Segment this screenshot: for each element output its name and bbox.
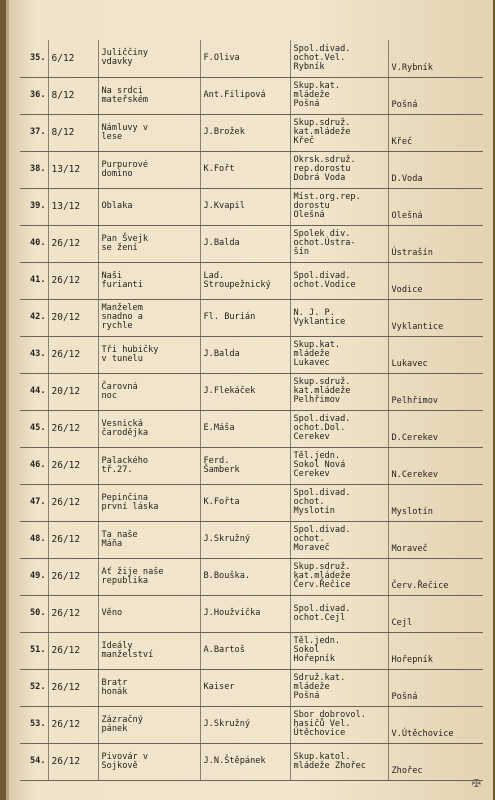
row-number: 48. <box>20 521 48 558</box>
row-place: Pošná <box>388 77 483 114</box>
row-date: 13/12 <box>48 151 98 188</box>
row-author: E.Máša <box>200 410 290 447</box>
row-place: Moraveč <box>388 521 483 558</box>
row-ensemble: Spol.divad. ochot. Moraveč <box>290 521 388 558</box>
row-ensemble: Spolek div. ochot.Ústra- šín <box>290 225 388 262</box>
row-number: 38. <box>20 151 48 188</box>
row-ensemble: Míst.org.rep. dorostu Olešná <box>290 188 388 225</box>
row-play-title: Čarovná noc <box>98 373 200 410</box>
row-date: 26/12 <box>48 632 98 669</box>
table-body <box>20 40 483 780</box>
row-author: J.Balda <box>200 336 290 373</box>
row-number: 46. <box>20 447 48 484</box>
row-ensemble: Těl.jedn. Sokol Nová Cerekev <box>290 447 388 484</box>
row-author: J.N.Štěpánek <box>200 743 290 780</box>
row-ensemble: Skup.sdruž. kat.mládeže Pelhřimov <box>290 373 388 410</box>
row-place: Zhořec <box>388 743 483 780</box>
row-number: 47. <box>20 484 48 521</box>
row-author: J.Brožek <box>200 114 290 151</box>
row-author: J.Skružný <box>200 521 290 558</box>
row-author: J.Kvapil <box>200 188 290 225</box>
row-date: 13/12 <box>48 188 98 225</box>
row-number: 51. <box>20 632 48 669</box>
row-place: Červ.Řečice <box>388 558 483 595</box>
row-place: Ústrašín <box>388 225 483 262</box>
table-row <box>20 447 483 484</box>
row-place: Pošná <box>388 669 483 706</box>
row-number: 44. <box>20 373 48 410</box>
table-row <box>20 558 483 595</box>
row-place: Vodice <box>388 262 483 299</box>
row-play-title: Pivovár v Sojkově <box>98 743 200 780</box>
row-place: Hořepník <box>388 632 483 669</box>
row-play-title: Naši furianti <box>98 262 200 299</box>
row-play-title: Ať žije naše republika <box>98 558 200 595</box>
row-date: 26/12 <box>48 595 98 632</box>
row-ensemble: Spol.divad. ochot.Vel. Rybník <box>290 40 388 77</box>
row-ensemble: Spol.divad. ochot.Dol. Cerekev <box>290 410 388 447</box>
row-number: 53. <box>20 706 48 743</box>
row-number: 54. <box>20 743 48 780</box>
table-row <box>20 40 483 77</box>
row-author: Ant.Filipová <box>200 77 290 114</box>
row-date: 26/12 <box>48 669 98 706</box>
row-number: 50. <box>20 595 48 632</box>
row-date: 26/12 <box>48 447 98 484</box>
row-play-title: Pan Švejk se žení <box>98 225 200 262</box>
table-row <box>20 410 483 447</box>
corner-mark: ✠ <box>471 777 481 790</box>
row-ensemble: Skup.sdruž. kat.mládeže Červ.Řečice <box>290 558 388 595</box>
table-row <box>20 484 483 521</box>
row-author: A.Bartoš <box>200 632 290 669</box>
row-author: J.Skružný <box>200 706 290 743</box>
row-ensemble: Okrsk.sdruž. rep.dorostu Dobrá Voda <box>290 151 388 188</box>
row-author: B.Bouška. <box>200 558 290 595</box>
table-row <box>20 299 483 336</box>
table-row <box>20 77 483 114</box>
row-author: J.Balda <box>200 225 290 262</box>
row-play-title: Palackého tř.27. <box>98 447 200 484</box>
row-number: 49. <box>20 558 48 595</box>
row-author: K.Fořta <box>200 484 290 521</box>
table-row <box>20 262 483 299</box>
row-play-title: Námluvy v lese <box>98 114 200 151</box>
row-ensemble: Skup.kat. mládeže Lukavec <box>290 336 388 373</box>
row-date: 26/12 <box>48 558 98 595</box>
row-date: 20/12 <box>48 373 98 410</box>
row-date: 26/12 <box>48 410 98 447</box>
row-place: Myslotín <box>388 484 483 521</box>
row-date: 26/12 <box>48 706 98 743</box>
row-date: 26/12 <box>48 521 98 558</box>
row-play-title: Ta naše Máňa <box>98 521 200 558</box>
row-play-title: Věno <box>98 595 200 632</box>
table-row <box>20 632 483 669</box>
table-row <box>20 336 483 373</box>
row-place: Pelhřimov <box>388 373 483 410</box>
row-ensemble: Spol.divad. ochot.Cejl <box>290 595 388 632</box>
table-row <box>20 669 483 706</box>
row-author: J.Flekáček <box>200 373 290 410</box>
row-place: V.Útěchovice <box>388 706 483 743</box>
row-play-title: Ideály manželství <box>98 632 200 669</box>
row-place: D.Voda <box>388 151 483 188</box>
page-edge <box>6 0 9 800</box>
row-place: Lukavec <box>388 336 483 373</box>
row-place: Cejl <box>388 595 483 632</box>
row-author: Ferd. Šamberk <box>200 447 290 484</box>
row-author: K.Fořt <box>200 151 290 188</box>
row-place: V.Rybník <box>388 40 483 77</box>
table-row <box>20 151 483 188</box>
row-play-title: Purpurové domino <box>98 151 200 188</box>
row-author: Kaiser <box>200 669 290 706</box>
table-row <box>20 743 483 780</box>
row-play-title: Na srdci mateřském <box>98 77 200 114</box>
row-author: J.Houžvička <box>200 595 290 632</box>
row-number: 37. <box>20 114 48 151</box>
row-play-title: Oblaka <box>98 188 200 225</box>
row-date: 26/12 <box>48 484 98 521</box>
row-date: 26/12 <box>48 743 98 780</box>
row-play-title: Bratr honák <box>98 669 200 706</box>
row-play-title: Vesnická čarodějka <box>98 410 200 447</box>
table-row <box>20 114 483 151</box>
row-play-title: Tři hubičky v tunelu <box>98 336 200 373</box>
row-date: 8/12 <box>48 77 98 114</box>
table-row <box>20 595 483 632</box>
row-date: 26/12 <box>48 262 98 299</box>
row-date: 6/12 <box>48 40 98 77</box>
table-row <box>20 521 483 558</box>
row-place: Křeč <box>388 114 483 151</box>
table-row <box>20 706 483 743</box>
row-number: 36. <box>20 77 48 114</box>
row-play-title: Manželem snadno a rychle <box>98 299 200 336</box>
row-number: 42. <box>20 299 48 336</box>
row-number: 45. <box>20 410 48 447</box>
row-ensemble: Skup.sdruž. kat.mládeže Křeč <box>290 114 388 151</box>
table-row <box>20 373 483 410</box>
row-ensemble: Sbor dobrovol. hasičů Vel. Útěchovice <box>290 706 388 743</box>
row-place: D.Cerekev <box>388 410 483 447</box>
row-ensemble: N. J. P. Vyklantice <box>290 299 388 336</box>
table-row <box>20 188 483 225</box>
row-place: N.Cerekev <box>388 447 483 484</box>
row-number: 35. <box>20 40 48 77</box>
row-number: 39. <box>20 188 48 225</box>
row-author: F.Oliva <box>200 40 290 77</box>
row-number: 40. <box>20 225 48 262</box>
row-number: 43. <box>20 336 48 373</box>
row-number: 41. <box>20 262 48 299</box>
row-play-title: Pepinčina první láska <box>98 484 200 521</box>
row-place: Olešná <box>388 188 483 225</box>
performance-register-table <box>20 40 483 781</box>
row-ensemble: Skup.katol. mládeže Zhořec <box>290 743 388 780</box>
row-author: Fl. Burián <box>200 299 290 336</box>
row-number: 52. <box>20 669 48 706</box>
row-ensemble: Spol.divad. ochot. Myslotín <box>290 484 388 521</box>
row-date: 26/12 <box>48 336 98 373</box>
row-play-title: Zázračný pánek <box>98 706 200 743</box>
row-ensemble: Těl.jedn. Sokol Hořepník <box>290 632 388 669</box>
table-row <box>20 225 483 262</box>
row-place: Vyklantice <box>388 299 483 336</box>
row-date: 26/12 <box>48 225 98 262</box>
row-date: 8/12 <box>48 114 98 151</box>
row-ensemble: Skup.kat. mládeže Pošná <box>290 77 388 114</box>
document-page <box>6 0 493 800</box>
row-author: Lad. Stroupežnický <box>200 262 290 299</box>
row-ensemble: Spol.divad. ochot.Vodice <box>290 262 388 299</box>
row-date: 20/12 <box>48 299 98 336</box>
row-ensemble: Sdruž.kat. mládeže Pošná <box>290 669 388 706</box>
row-play-title: Juliččiny vdavky <box>98 40 200 77</box>
